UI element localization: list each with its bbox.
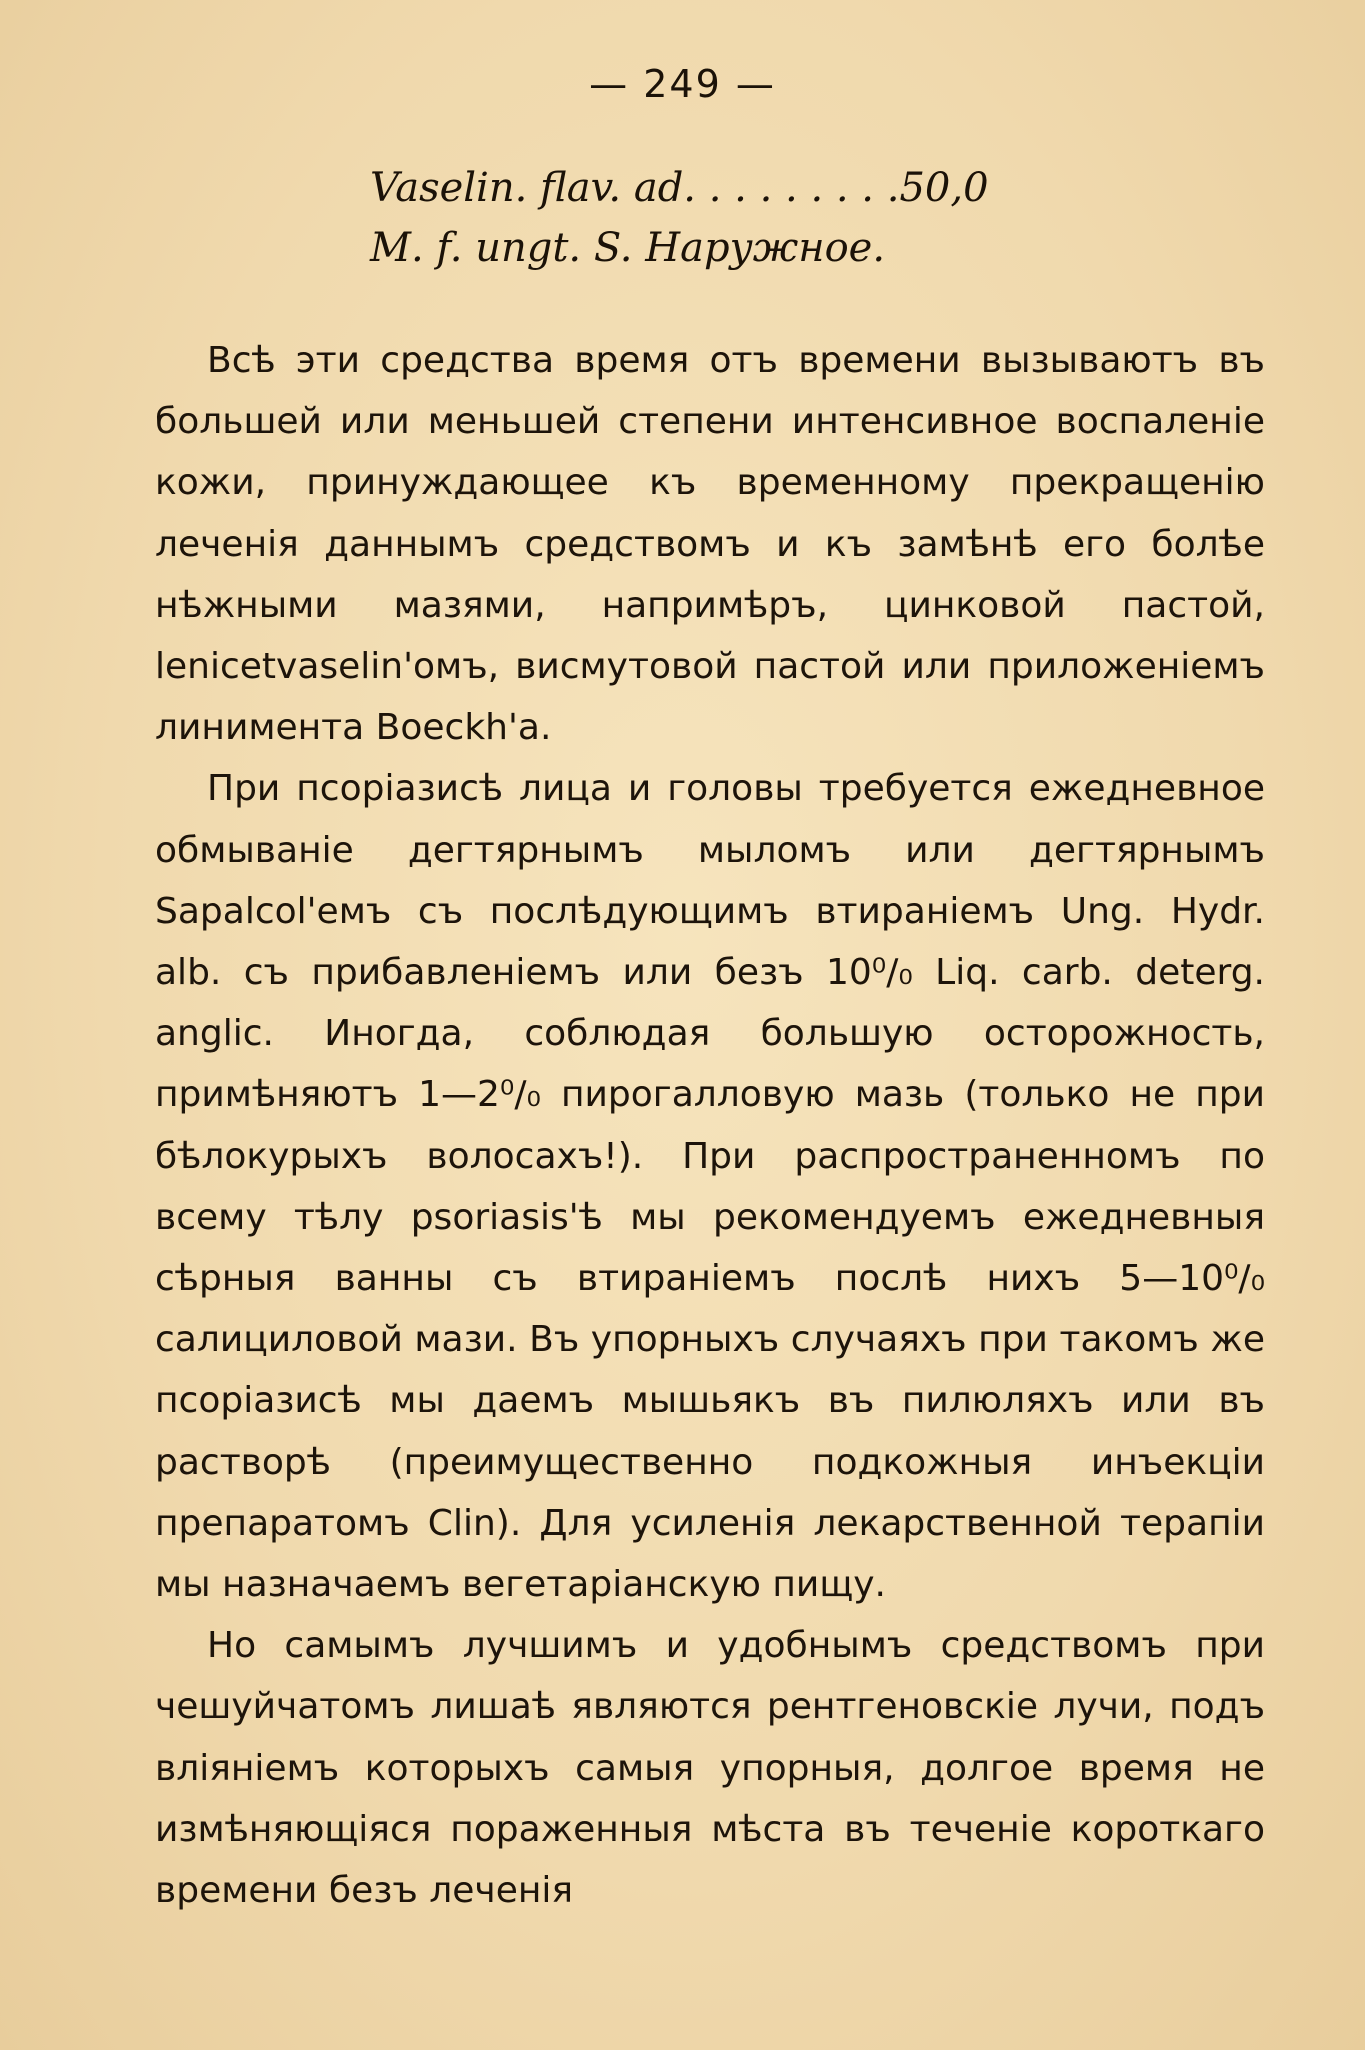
body-text [155, 330, 1265, 1921]
prescription-line-2: M. f. ungt. S. Наружное. [370, 225, 886, 271]
page-number: — 249 — [589, 62, 776, 106]
prescription-line-1: Vaselin. flav. ad. . . . . . . . .50,0 [370, 165, 989, 211]
paragraph-3: Но самымъ лучшимъ и удобнымъ средствомъ при чешуйчатомъ лишаѣ являются рентгеновскіе лучи, подъ вліяніемъ которыхъ самыя упорныя, долгое время не измѣняющіяся пораженныя мѣста въ теченіе короткаго времени безъ леченія [155, 1625, 1265, 1912]
paragraph-1: Всѣ эти средства время отъ времени вызываютъ въ большей или меньшей степени интенсивное воспаленіе кожи, принуждающее къ временному прекращенію леченія даннымъ средствомъ и къ замѣнѣ его болѣе нѣжными мазями, напримѣръ, цинковой пастой, lenicetvaselin'омъ, висмутовой пастой или приложеніемъ линимента Boeckh'а. [155, 340, 1265, 749]
paragraph-2: При псоріазисѣ лица и головы требуется ежедневное обмываніе дегтярнымъ мыломъ или дегтярнымъ Sapalcol'емъ съ послѣдующимъ втираніемъ Ung. Hydr. alb. съ прибавленіемъ или безъ 10⁰/₀ Liq. carb. deterg. anglic. Иногда, соблюдая большую осторожность, примѣняютъ 1—2⁰/₀ пирогалловую мазь (только не при бѣлокурыхъ волосахъ!). При распространенномъ по всему тѣлу psoriasis'ѣ мы рекомендуемъ ежедневныя сѣрныя ванны съ втираніемъ послѣ нихъ 5—10⁰/₀ салициловой мази. Въ упорныхъ случаяхъ при такомъ же псоріазисѣ мы даемъ мышьякъ въ пилюляхъ или въ растворѣ (преимущественно подкожныя инъекціи препаратомъ Clin). Для усиленія лекарственной терапіи мы назначаемъ вегетаріанскую пищу. [155, 768, 1265, 1606]
